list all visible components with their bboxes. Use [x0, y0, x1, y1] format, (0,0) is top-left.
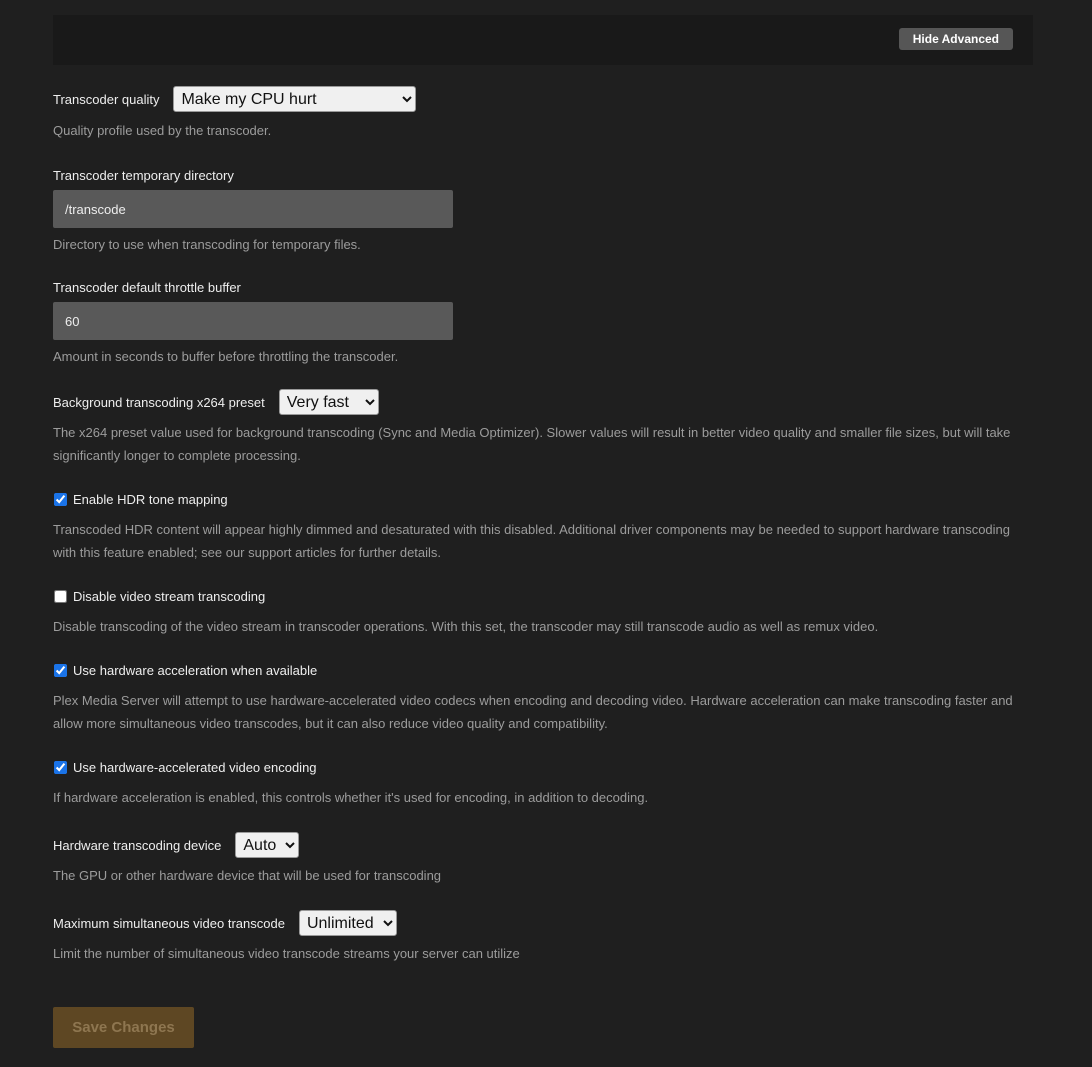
setting-hw-acceleration — [53, 663, 1033, 735]
hide-advanced-button[interactable]: Hide Advanced — [899, 28, 1013, 50]
setting-hdr-tone-mapping — [53, 492, 1033, 564]
disable-video-transcoding-row[interactable] — [53, 589, 878, 604]
hw-device-label: Hardware transcoding device — [53, 837, 222, 853]
hw-device-help: The GPU or other hardware device that will be used for transcoding — [53, 868, 442, 883]
setting-max-transcodes — [53, 910, 520, 966]
hdr-tone-mapping-label: Enable HDR tone mapping — [73, 492, 228, 507]
throttle-buffer-input[interactable] — [53, 302, 453, 340]
throttle-buffer-help: Amount in seconds to buffer before throttling the transcoder. — [53, 349, 399, 364]
temp-directory-input[interactable] — [53, 190, 453, 228]
x264-preset-label: Background transcoding x264 preset — [53, 394, 265, 410]
hw-acceleration-label: Use hardware acceleration when available — [73, 663, 318, 678]
disable-video-transcoding-label: Disable video stream transcoding — [73, 589, 266, 604]
temp-directory-label: Transcoder temporary directory — [53, 168, 234, 183]
hw-acceleration-row[interactable] — [53, 663, 1033, 678]
max-transcodes-label: Maximum simultaneous video transcode — [53, 915, 285, 931]
hw-encoding-label: Use hardware-accelerated video encoding — [73, 760, 317, 775]
hw-acceleration-help: Plex Media Server will attempt to use hardware-accelerated video codecs when encoding and decoding video. Hardware acceleration can make transcoding faster and allow more simultaneous video transcodes, but it can also reduce video quality and compatibility. — [53, 693, 1013, 731]
hw-encoding-row[interactable] — [53, 760, 648, 775]
setting-throttle-buffer — [53, 280, 453, 369]
hdr-tone-mapping-row[interactable] — [53, 492, 1033, 507]
x264-preset-help: The x264 preset value used for background transcoding (Sync and Media Optimizer). Slower values will result in better video quality and smaller file sizes, but will take significantly longer to complete processing. — [53, 425, 1011, 463]
x264-preset-select[interactable] — [279, 389, 379, 415]
transcoder-quality-help: Quality profile used by the transcoder. — [53, 123, 272, 138]
max-transcodes-help: Limit the number of simultaneous video transcode streams your server can utilize — [53, 946, 520, 961]
setting-transcoder-quality — [53, 86, 416, 143]
setting-temp-directory — [53, 168, 453, 257]
hdr-tone-mapping-help: Transcoded HDR content will appear highly dimmed and desaturated with this disabled. Additional driver components may be needed to support hardware transcoding with this feature enabled; see our support articles for further details. — [53, 522, 1011, 560]
hw-encoding-checkbox[interactable] — [54, 761, 67, 774]
hdr-tone-mapping-checkbox[interactable] — [54, 493, 67, 506]
hw-encoding-help: If hardware acceleration is enabled, this controls whether it's used for encoding, in addition to decoding. — [53, 790, 649, 805]
throttle-buffer-label: Transcoder default throttle buffer — [53, 280, 241, 295]
setting-disable-video-transcoding — [53, 589, 878, 639]
disable-video-transcoding-help: Disable transcoding of the video stream in transcoder operations. With this set, the transcoder may still transcode audio as well as remux video. — [53, 619, 879, 634]
setting-hw-device — [53, 832, 441, 888]
hw-acceleration-checkbox[interactable] — [54, 664, 67, 677]
transcoder-quality-label: Transcoder quality — [53, 91, 160, 107]
advanced-header-bar — [53, 15, 1033, 65]
disable-video-transcoding-checkbox[interactable] — [54, 590, 67, 603]
save-changes-button[interactable]: Save Changes — [53, 1007, 194, 1048]
setting-hw-encoding — [53, 760, 648, 810]
temp-directory-help: Directory to use when transcoding for temporary files. — [53, 237, 361, 252]
setting-x264-preset — [53, 389, 1033, 467]
hw-device-select[interactable] — [235, 832, 299, 858]
transcoder-quality-select[interactable] — [173, 86, 416, 112]
max-transcodes-select[interactable] — [299, 910, 397, 936]
